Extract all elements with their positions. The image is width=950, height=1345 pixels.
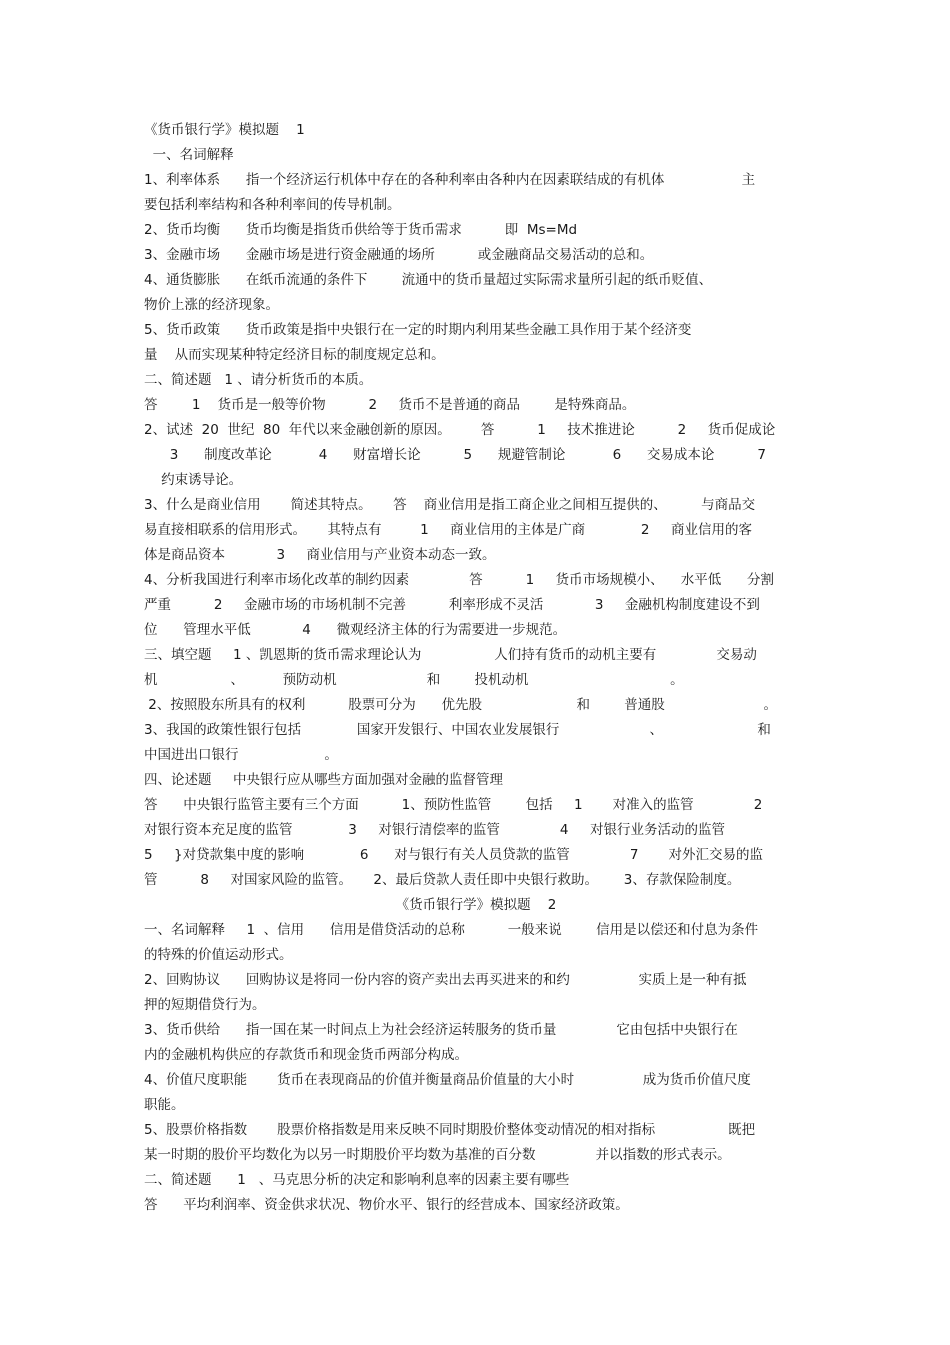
text-line: 的特殊的价值运动形式。 xyxy=(144,947,293,963)
text-line: 约束诱导论。 xyxy=(144,472,243,488)
text-line: 3、我国的政策性银行包括 国家开发银行、中国农业发展银行 、 和 xyxy=(144,722,771,738)
text-line: 2、回购协议 回购协议是将同一份内容的资产卖出去再买进来的和约 实质上是一种有抵 xyxy=(144,972,747,988)
section-heading: 二、简述题 1 、马克思分析的决定和影响利息率的因素主要有哪些 xyxy=(144,1172,570,1188)
text-line: 5、股票价格指数 股票价格指数是用来反映不同时期股价整体变动情况的相对指标 既把 xyxy=(144,1122,756,1138)
text-line: 量 从而实现某种特定经济目标的制度规定总和。 xyxy=(144,347,445,363)
text-line: 3、货币供给 指一国在某一时间点上为社会经济运转服务的货币量 它由包括中央银行在 xyxy=(144,1022,738,1038)
section-heading: 一、名词解释 xyxy=(144,147,234,163)
text-line: 要包括利率结构和各种利率间的传导机制。 xyxy=(144,197,401,213)
text-line: 3、什么是商业信用 简述其特点。 答 商业信用是指工商企业之间相互提供的、 与商品交 xyxy=(144,497,756,513)
text-line: 位 管理水平低 4 微观经济主体的行为需要进一步规范。 xyxy=(144,622,567,638)
text-line: 某一时期的股价平均数化为以另一时期股价平均数为基准的百分数 并以指数的形式表示。 xyxy=(144,1147,731,1163)
text-line: 4、通货膨胀 在纸币流通的条件下 流通中的货币量超过实际需求量所引起的纸币贬值、 xyxy=(144,272,713,288)
text-line: 体是商品资本 3 商业信用与产业资本动态一致。 xyxy=(144,547,496,563)
text-line: 4、分析我国进行利率市场化改革的制约因素 答 1 货币市场规模小、 水平低 分割 xyxy=(144,572,775,588)
text-line: 1、利率体系 指一个经济运行机体中存在的各种利率由各种内在因素联结成的有机体 主 xyxy=(144,172,756,188)
text-line: 5、货币政策 货币政策是指中央银行在一定的时期内利用某些金融工具作用于某个经济变 xyxy=(144,322,692,338)
text-line: 中国进出口银行 。 xyxy=(144,747,338,763)
text-line: 2、试述 20 世纪 80 年代以来金融创新的原因。 答 1 技术推进论 2 货币促成论 xyxy=(144,422,776,438)
section-heading: 二、简述题 1 、请分析货币的本质。 xyxy=(144,372,373,388)
text-line: 物价上涨的经济现象。 xyxy=(144,297,279,313)
text-line: 对银行资本充足度的监管 3 对银行清偿率的监管 4 对银行业务活动的监管 xyxy=(144,822,725,838)
text-line: 4、价值尺度职能 货币在表现商品的价值并衡量商品价值量的大小时 成为货币价值尺度 xyxy=(144,1072,751,1088)
text-line: 答 1 货币是一般等价物 2 货币不是普通的商品 是特殊商品。 xyxy=(144,397,636,413)
text-line: 答 平均利润率、资金供求状况、物价水平、银行的经营成本、国家经济政策。 xyxy=(144,1197,629,1213)
text-line: 内的金融机构供应的存款货币和现金货币两部分构成。 xyxy=(144,1047,468,1063)
text-line: 易直接相联系的信用形式。 其特点有 1 商业信用的主体是广商 2 商业信用的客 xyxy=(144,522,752,538)
text-line: 押的短期借贷行为。 xyxy=(144,997,266,1013)
text-line: 答 中央银行监管主要有三个方面 1、预防性监管 包括 1 对准入的监管 2 xyxy=(144,797,763,813)
text-line: 管 8 对国家风险的监管。 2、最后贷款人责任即中央银行救助。 3、存款保险制度。 xyxy=(144,872,741,888)
text-line: 2、按照股东所具有的权利 股票可分为 优先股 和 普通股 。 xyxy=(144,697,777,713)
text-line: 3、金融市场 金融市场是进行资金融通的场所 或金融商品交易活动的总和。 xyxy=(144,247,654,263)
section-heading: 四、论述题 中央银行应从哪些方面加强对金融的监督管理 xyxy=(144,772,503,788)
text-line: 严重 2 金融市场的市场机制不完善 利率形成不灵活 3 金融机构制度建设不到 xyxy=(144,597,760,613)
text-line: 2、货币均衡 货币均衡是指货币供给等于货币需求 即 Ms=Md xyxy=(144,222,578,238)
doc-title-2: 《货币银行学》模拟题 2 xyxy=(395,897,557,913)
text-line: 5 }对贷款集中度的影响 6 对与银行有关人员贷款的监管 7 对外汇交易的监 xyxy=(144,847,763,863)
section-heading: 三、填空题 1 、凯恩斯的货币需求理论认为 人们持有货币的动机主要有 交易动 xyxy=(144,647,757,663)
text-line: 职能。 xyxy=(144,1097,185,1113)
text-line: 机 、 预防动机 和 投机动机 。 xyxy=(144,672,684,688)
section-heading: 一、名词解释 1 、信用 信用是借贷活动的总称 一般来说 信用是以偿还和付息为条件 xyxy=(144,922,759,938)
doc-title-1: 《货币银行学》模拟题 1 xyxy=(144,122,305,138)
text-line: 3 制度改革论 4 财富增长论 5 规避管制论 6 交易成本论 7 xyxy=(144,447,766,463)
document-body xyxy=(144,118,808,1218)
